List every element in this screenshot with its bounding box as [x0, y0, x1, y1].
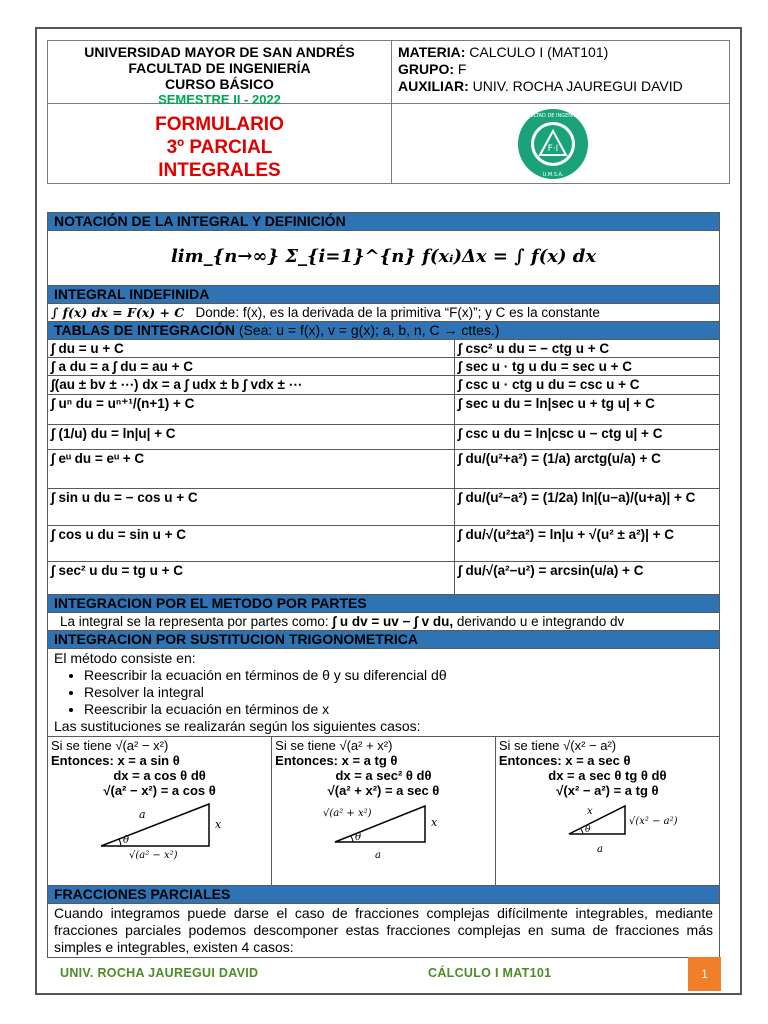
- svg-text:F·I: F·I: [547, 144, 559, 154]
- trig-case-2: Si se tiene √(a² + x²) Entonces: x = a tg θ dx = a sec² θ dθ √(a² + x²) = a sec θ θ √(a² + x²) x a: [272, 737, 496, 886]
- trig-step: • Resolver la integral: [84, 684, 713, 701]
- definition-formula: lim_{n→∞} Σ_{i=1}^{n} f(xᵢ)Δx = ∫ f(x) dx: [170, 246, 597, 267]
- indefinite-formula: ∫ f(x) dx = F(x) + C: [51, 305, 185, 320]
- table-cell: ∫ eᵘ du = eᵘ + C: [48, 450, 455, 489]
- triangle-diagram: [91, 798, 231, 860]
- definition-row: [48, 231, 720, 286]
- footer-course: CÁLCULO I MAT101: [428, 966, 552, 980]
- table-cell: ∫ du = u + C: [48, 340, 455, 358]
- svg-text:x: x: [586, 806, 593, 817]
- formula-table: [47, 212, 720, 958]
- parts-row: La integral se la representa por partes como: ∫ u dv = uv − ∫ v du, derivando u e integrando dv: [48, 613, 720, 631]
- svg-text:√(a² − x²): √(a² − x²): [129, 850, 178, 860]
- table-cell: ∫ sec u du = ln|sec u + tg u| + C: [455, 395, 720, 425]
- triangle-diagram: [315, 798, 455, 860]
- section-trig: INTEGRACION POR SUSTITUCION TRIGONOMETRICA: [48, 631, 720, 649]
- svg-text:x: x: [215, 818, 222, 831]
- section-tables: TABLAS DE INTEGRACIÓN (Sea: u = f(x), v = g(x); a, b, n, C → cttes.): [48, 322, 720, 340]
- svg-text:θ: θ: [584, 825, 591, 835]
- table-cell: ∫ sin u du = − cos u + C: [48, 489, 455, 526]
- svg-text:θ: θ: [123, 835, 130, 846]
- faculty-name: FACULTAD DE INGENIERÍA: [128, 60, 311, 76]
- trig-step: • Reescribir la ecuación en términos de x: [84, 701, 713, 718]
- grupo: GRUPO: F: [398, 61, 467, 77]
- table-cell: ∫ csc u du = ln|csc u − ctg u| + C: [455, 425, 720, 450]
- table-cell: ∫ csc u · ctg u du = csc u + C: [455, 376, 720, 395]
- faculty-logo: [516, 107, 590, 181]
- table-cell: ∫ uⁿ du = uⁿ⁺¹/(n+1) + C: [48, 395, 455, 425]
- table-cell: ∫ du/(u²−a²) = (1/2a) ln|(u−a)/(u+a)| + C: [455, 489, 720, 526]
- trig-case-1: Si se tiene √(a² − x²) Entonces: x = a sin θ dx = a cos θ dθ √(a² − x²) = a cos θ θ a x √(a² − x²): [48, 737, 272, 886]
- partial-text: Cuando integramos puede darse el caso de fracciones complejas difícilmente integrables, mediante fracciones parciales podemos descomponer estas fracciones complejas en suma de fracciones más simples e integrables, existen 4 casos:: [48, 904, 720, 958]
- semester: SEMESTRE II - 2022: [158, 92, 281, 107]
- svg-text:a: a: [596, 844, 603, 855]
- svg-text:x: x: [431, 816, 438, 829]
- university-name: UNIVERSIDAD MAYOR DE SAN ANDRÉS: [84, 44, 355, 60]
- page-number: 1: [688, 957, 721, 991]
- trig-case-3: Si se tiene √(x² − a²) Entonces: x = a sec θ dx = a sec θ tg θ dθ √(x² − a²) = a tg θ θ x √(x² − a²) a: [495, 737, 719, 886]
- svg-text:√(a² + x²): √(a² + x²): [323, 808, 372, 819]
- table-cell: ∫ csc² u du = − ctg u + C: [455, 340, 720, 358]
- svg-text:FACULTAD DE INGENIERIA: FACULTAD DE INGENIERIA: [520, 113, 586, 119]
- section-indefinite: INTEGRAL INDEFINIDA: [48, 286, 720, 304]
- svg-text:U.M.S.A.: U.M.S.A.: [542, 172, 564, 178]
- svg-text:a: a: [375, 850, 382, 860]
- svg-text:θ: θ: [355, 832, 362, 843]
- trig-cases: [48, 736, 719, 885]
- footer-author: UNIV. ROCHA JAUREGUI DAVID: [60, 966, 259, 980]
- section-partial: FRACCIONES PARCIALES: [48, 886, 720, 904]
- table-cell: ∫ sec² u du = tg u + C: [48, 562, 455, 595]
- table-cell: ∫ a du = a ∫ du = au + C: [48, 358, 455, 376]
- svg-text:a: a: [139, 808, 146, 821]
- materia: MATERIA: CALCULO I (MAT101): [398, 44, 609, 60]
- header-divider: [391, 41, 392, 183]
- indefinite-row: [48, 304, 720, 322]
- triangle-diagram: [549, 798, 699, 860]
- section-notation: NOTACIÓN DE LA INTEGRAL Y DEFINICIÓN: [48, 213, 720, 231]
- table-cell: ∫ du/(u²+a²) = (1/a) arctg(u/a) + C: [455, 450, 720, 489]
- auxiliar: AUXILIAR: UNIV. ROCHA JAUREGUI DAVID: [398, 78, 683, 94]
- header-box: [47, 40, 730, 184]
- trig-step: • Reescribir la ecuación en términos de θ y su diferencial dθ: [84, 667, 713, 684]
- indefinite-text: Donde: f(x), es la derivada de la primitiva “F(x)”; y C es la constante: [195, 305, 600, 320]
- section-parts: INTEGRACION POR EL METODO POR PARTES: [48, 595, 720, 613]
- table-cell: ∫(au ± bv ± ⋯) dx = a ∫ udx ± b ∫ vdx ± ⋯: [48, 376, 455, 395]
- table-cell: ∫ du/√(a²−u²) = arcsin(u/a) + C: [455, 562, 720, 595]
- table-cell: ∫ cos u du = sin u + C: [48, 526, 455, 562]
- table-cell: ∫ du/√(u²±a²) = ln|u + √(u² ± a²)| + C: [455, 526, 720, 562]
- svg-text:√(x² − a²): √(x² − a²): [628, 816, 678, 827]
- course-name: CURSO BÁSICO: [165, 76, 274, 92]
- table-cell: ∫ sec u · tg u du = sec u + C: [455, 358, 720, 376]
- document-title: FORMULARIO 3º PARCIAL INTEGRALES: [155, 114, 284, 181]
- table-cell: ∫ (1/u) du = ln|u| + C: [48, 425, 455, 450]
- trig-row: El método consiste en: • Reescribir la ecuación en términos de θ y su diferencial dθ • Resolver la integral • Reescribir la ecuación en términos de x Las sustituciones se realizarán según los siguientes casos: Si se tiene √(a² − x²) Entonces: x = a sin θ dx = a cos θ dθ √(a² − x²) = a cos θ θ a x √(a² − x²) Si se tiene √(a² + x²) Entonces: x = a tg θ dx = a sec² θ dθ √(a² + x²) = a sec θ θ √(a² + x²) x a Si se tiene √(x² − a²) Entonces: x = a sec θ dx = a sec θ tg θ dθ √(x² − a²) = a tg θ θ x √(x² − a²) a: [48, 649, 720, 886]
